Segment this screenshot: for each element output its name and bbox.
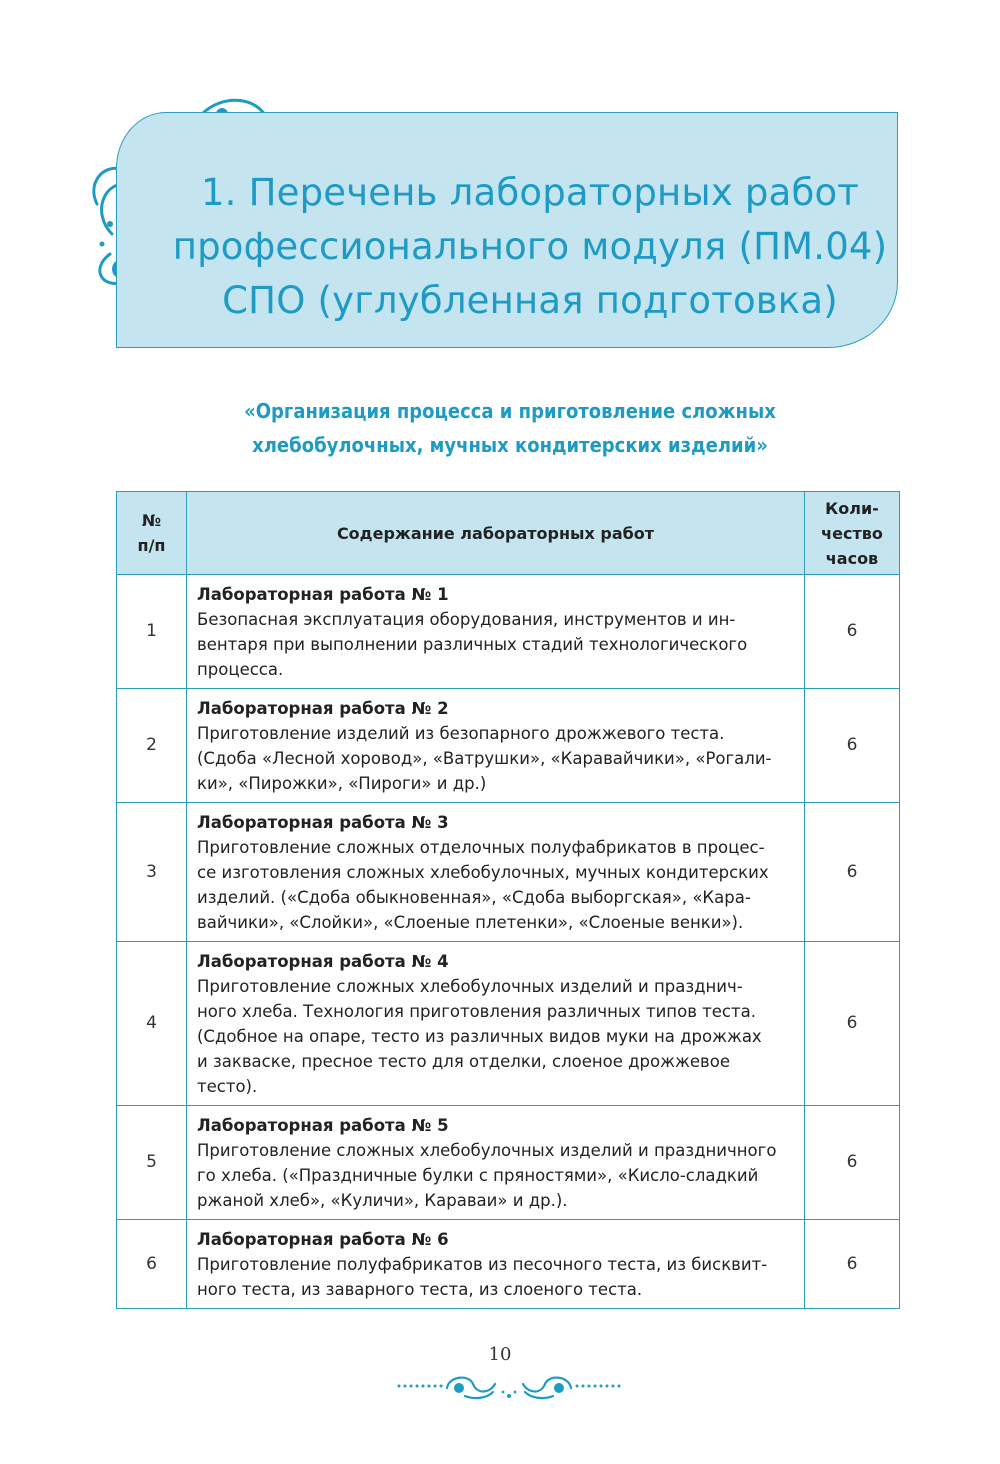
row-number: 4: [117, 942, 187, 1106]
table-row: [117, 803, 900, 942]
lab-desc-line: ржаной хлеб», «Куличи», Караваи» и др.).: [197, 1191, 568, 1210]
row-hours: 6: [805, 942, 900, 1106]
lab-desc-line: ного хлеба. Технология приготовления различных типов теста.: [197, 1002, 756, 1021]
row-hours: 6: [805, 1220, 900, 1309]
lab-desc-line: Безопасная эксплуатация оборудования, инструментов и ин-: [197, 610, 736, 629]
row-number: 2: [117, 689, 187, 803]
lab-desc-line: ного теста, из заварного теста, из слоеного теста.: [197, 1280, 643, 1299]
module-subtitle: [120, 394, 900, 462]
table-row: [117, 575, 900, 689]
row-hours: 6: [805, 689, 900, 803]
lab-desc-line: изделий. («Сдоба обыкновенная», «Сдоба выборгская», «Кара-: [197, 888, 751, 907]
title-line: профессионального модуля (ПМ.04): [172, 225, 888, 268]
table-row: [117, 1106, 900, 1220]
lab-desc-line: се изготовления сложных хлебобулочных, мучных кондитерских: [197, 863, 769, 882]
lab-desc-line: вайчики», «Слойки», «Слоеные плетенки», «Слоеные венки»).: [197, 913, 744, 932]
row-content: [187, 689, 805, 803]
header-hours: [805, 492, 900, 575]
lab-desc-line: го хлеба. («Праздничные булки с пряностями», «Кисло-сладкий: [197, 1166, 759, 1185]
row-content: [187, 1106, 805, 1220]
lab-title: Лабораторная работа № 5: [197, 1116, 449, 1135]
table-row: [117, 1220, 900, 1309]
table-row: [117, 689, 900, 803]
row-number: 5: [117, 1106, 187, 1220]
header-number: [117, 492, 187, 575]
header-hours-line: чество: [821, 523, 883, 543]
page-number: 10: [488, 1344, 512, 1365]
header-hours-line: Коли-: [825, 498, 879, 518]
page-title: [150, 166, 910, 328]
lab-desc-line: Приготовление изделий из безопарного дрожжевого теста.: [197, 724, 725, 743]
lab-title: Лабораторная работа № 6: [197, 1230, 449, 1249]
subtitle-line: хлебобулочных, мучных кондитерских изделий»: [252, 433, 768, 457]
footer-ornament-icon: [395, 1370, 623, 1402]
header-number-line: №: [141, 511, 162, 530]
row-number: 3: [117, 803, 187, 942]
lab-desc-line: Приготовление полуфабрикатов из песочного теста, из бисквит-: [197, 1255, 768, 1274]
table-row: [117, 942, 900, 1106]
lab-desc-line: ки», «Пирожки», «Пироги» и др.): [197, 774, 487, 793]
subtitle-line: «Организация процесса и приготовление сложных: [244, 399, 776, 423]
lab-title: Лабораторная работа № 1: [197, 585, 449, 604]
lab-desc-line: вентаря при выполнении различных стадий технологического: [197, 635, 748, 654]
labs-table: [116, 491, 900, 1309]
row-content: [187, 1220, 805, 1309]
title-line: СПО (углубленная подготовка): [222, 279, 838, 322]
header-content: Содержание лабораторных работ: [187, 492, 805, 575]
row-hours: 6: [805, 575, 900, 689]
row-hours: 6: [805, 803, 900, 942]
lab-desc-line: Приготовление сложных отделочных полуфабрикатов в процес-: [197, 838, 765, 857]
row-number: 1: [117, 575, 187, 689]
lab-desc-line: тесто).: [197, 1077, 258, 1096]
row-content: [187, 803, 805, 942]
table-header-row: [117, 492, 900, 575]
lab-desc-line: процесса.: [197, 660, 284, 679]
header-number-line: п/п: [137, 536, 166, 555]
row-number: 6: [117, 1220, 187, 1309]
lab-desc-line: (Сдоба «Лесной хоровод», «Ватрушки», «Каравайчики», «Рогали-: [197, 749, 772, 768]
lab-desc-line: Приготовление сложных хлебобулочных изделий и праздничного: [197, 1141, 777, 1160]
lab-title: Лабораторная работа № 3: [197, 813, 449, 832]
row-hours: 6: [805, 1106, 900, 1220]
lab-title: Лабораторная работа № 2: [197, 699, 449, 718]
title-line: 1. Перечень лабораторных работ: [200, 171, 860, 214]
lab-desc-line: (Сдобное на опаре, тесто из различных видов муки на дрожжах: [197, 1027, 762, 1046]
lab-title: Лабораторная работа № 4: [197, 952, 449, 971]
header-hours-line: часов: [825, 548, 879, 568]
row-content: [187, 575, 805, 689]
lab-desc-line: и закваске, пресное тесто для отделки, слоеное дрожжевое: [197, 1052, 730, 1071]
row-content: [187, 942, 805, 1106]
lab-desc-line: Приготовление сложных хлебобулочных изделий и празднич-: [197, 977, 743, 996]
